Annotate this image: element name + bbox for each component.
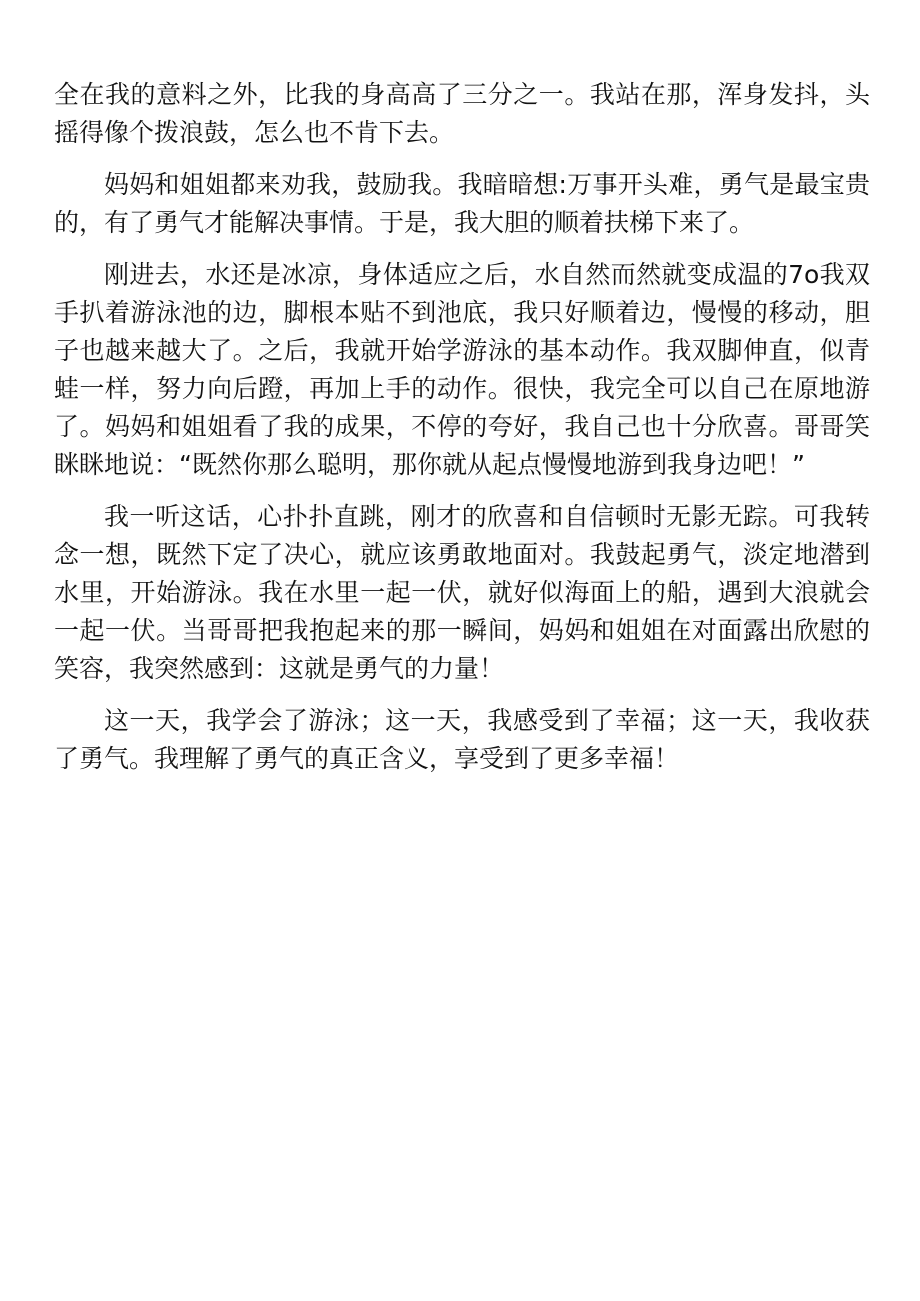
paragraph-courage: 我一听这话，心扑扑直跳，刚才的欣喜和自信顿时无影无踪。可我转念一想，既然下定了决心，就应该勇敢地面对。我鼓起勇气，淡定地潜到水里，开始游泳。我在水里一起一伏，就好似海面上的船，遇到大浪就会一起一伏。当哥哥把我抱起来的那一瞬间，妈妈和姐姐在对面露出欣慰的笑容，我突然感到：这就是勇气的力量！ bbox=[54, 502, 870, 683]
paragraph-learning-swim: 刚进去，水还是冰凉，身体适应之后，水自然而然就变成温的7o我双手扒着游泳池的边，脚根本贴不到池底，我只好顺着边，慢慢的移动，胆子也越来越大了。之后，我就开始学游泳的基本动作。我双脚伸直，似青蛙一样，努力向后蹬，再加上手的动作。很快，我完全可以自己在原地游了。妈妈和姐姐看了我的成果，不停的夸好，我自己也十分欣喜。哥哥笑眯眯地说：“既然你那么聪明，那你就从起点慢慢地游到我身边吧！” bbox=[54, 260, 870, 479]
paragraph-encouragement: 妈妈和姐姐都来劝我，鼓励我。我暗暗想:万事开头难，勇气是最宝贵的，有了勇气才能解决事情。于是，我大胆的顺着扶梯下来了。 bbox=[54, 170, 870, 237]
essay-body bbox=[54, 76, 870, 792]
paragraph-continuation: 全在我的意料之外，比我的身高高了三分之一。我站在那，浑身发抖，头摇得像个拨浪鼓，怎么也不肯下去。 bbox=[54, 80, 870, 147]
paragraph-conclusion: 这一天，我学会了游泳；这一天，我感受到了幸福；这一天，我收获了勇气。我理解了勇气的真正含义，享受到了更多幸福！ bbox=[54, 706, 870, 773]
